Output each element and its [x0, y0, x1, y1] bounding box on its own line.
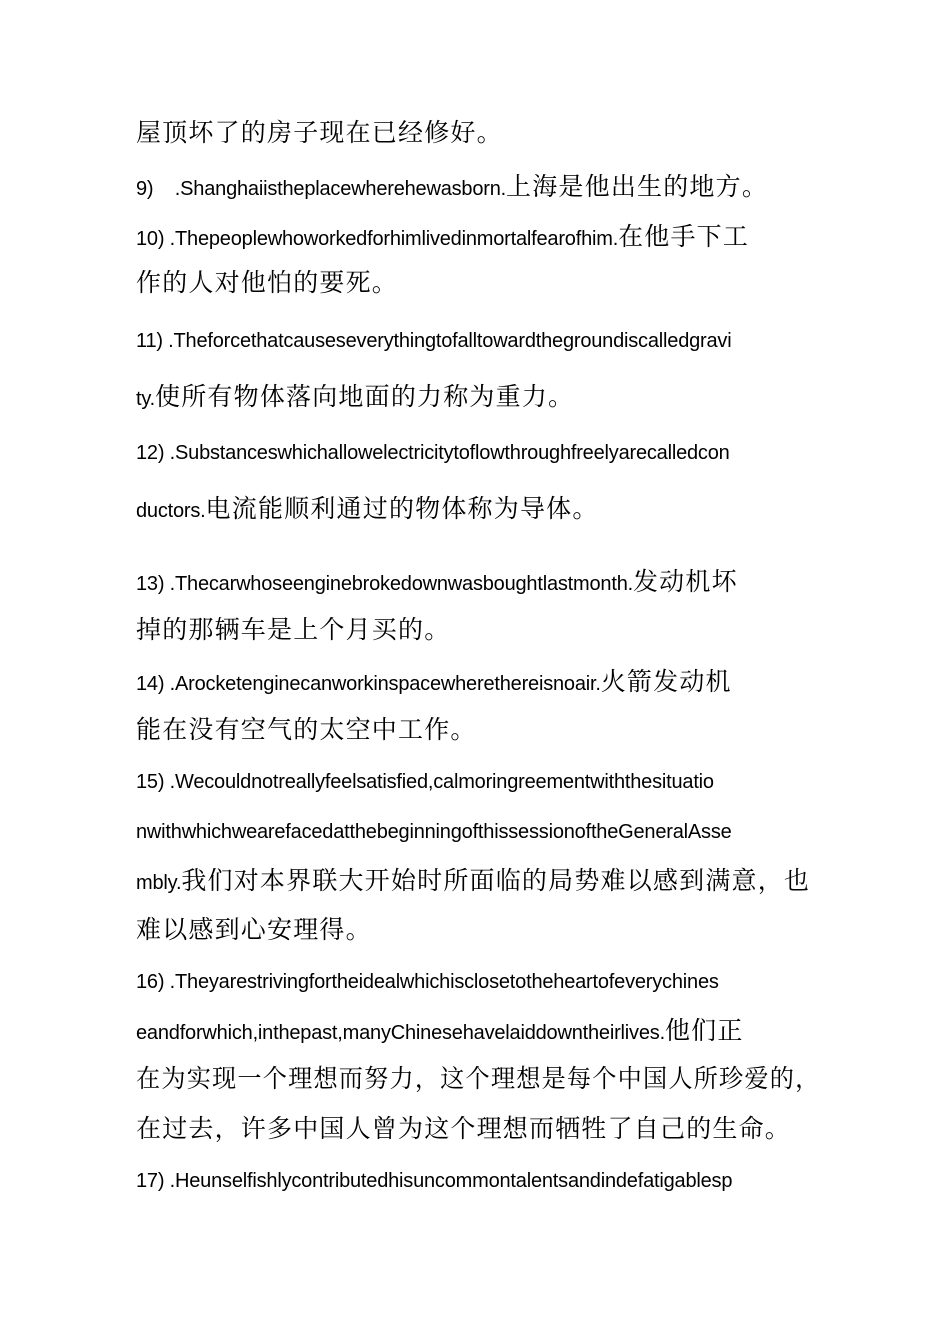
text-line	[136, 331, 731, 351]
chinese-text: 使所有物体落向地面的力称为重力。	[155, 382, 575, 411]
text-line	[136, 772, 714, 792]
text-line	[136, 669, 732, 694]
text-line	[136, 270, 398, 295]
text-line	[136, 972, 719, 992]
text-line	[136, 617, 450, 642]
chinese-text: 屋顶坏了的房子现在已经修好。	[136, 118, 503, 147]
text-line	[136, 717, 477, 742]
english-text: 15) .Wecouldnotreallyfeelsatisfied,calmoringreementwiththesituatio	[136, 771, 714, 793]
english-text: 16) .Theyarestrivingfortheidealwhichisclosetotheheartofeverychines	[136, 971, 719, 993]
text-line	[136, 1171, 732, 1191]
english-text: 17) .Heunselfishlycontributedhisuncommontalentsandindefatigablesp	[136, 1170, 733, 1192]
text-line	[136, 917, 372, 942]
text-line	[136, 1116, 791, 1141]
english-text: 10) .Thepeoplewhoworkedforhimlivedinmortalfearofhim.	[136, 228, 619, 250]
chinese-text: 火箭发动机	[600, 667, 732, 696]
text-line	[136, 443, 730, 463]
chinese-text: 能在没有空气的太空中工作。	[136, 715, 477, 744]
text-line	[136, 224, 749, 249]
chinese-text: 难以感到心安理得。	[136, 915, 372, 944]
english-text: 12) .Substanceswhichallowelectricitytoflowthroughfreelyarecalledcon	[136, 442, 730, 464]
chinese-text: 发动机坏	[632, 567, 738, 596]
text-line	[136, 174, 768, 199]
english-text: 9) .Shanghaiistheplacewherehewasborn.	[136, 178, 507, 200]
chinese-text: 他们正	[664, 1016, 744, 1045]
english-text: 11) .Theforcethatcauseseverythingtofalltowardthegroundiscalledgravi	[136, 330, 732, 352]
chinese-text: 掉的那辆车是上个月买的。	[136, 615, 451, 644]
english-text: eandforwhich,inthepast,manyChinesehavelaiddowntheirlives.	[136, 1022, 665, 1044]
chinese-text: 在他手下工	[618, 222, 750, 251]
text-line	[136, 1018, 744, 1043]
chinese-text: 电流能顺利通过的物体称为导体。	[205, 494, 599, 523]
chinese-text: 在为实现一个理想而努力，这个理想是每个中国人所珍爱的，	[136, 1064, 821, 1093]
text-line	[136, 868, 810, 893]
text-line	[136, 384, 574, 409]
english-text: ductors.	[136, 500, 206, 522]
text-line	[136, 1066, 820, 1091]
chinese-text: 在过去，许多中国人曾为这个理想而牺牲了自己的生命。	[136, 1114, 792, 1143]
english-text: ty.	[136, 388, 156, 410]
english-text: 14) .Arocketenginecanworkinspacewherethereisnoair.	[136, 673, 601, 695]
english-text: mbly.	[136, 872, 182, 894]
chinese-text: 作的人对他怕的要死。	[136, 268, 399, 297]
text-line	[136, 822, 732, 842]
text-line	[136, 569, 738, 594]
english-text: 13) .Thecarwhoseenginebrokedownwasboughtlastmonth.	[136, 573, 633, 595]
text-line	[136, 120, 503, 145]
english-text: nwithwhichwearefacedatthebeginningofthissessionoftheGeneralAsse	[136, 821, 732, 843]
chinese-text: 上海是他出生的地方。	[506, 172, 769, 201]
text-line	[136, 496, 599, 521]
chinese-text: 我们对本界联大开始时所面临的局势难以感到满意，也	[181, 866, 811, 895]
